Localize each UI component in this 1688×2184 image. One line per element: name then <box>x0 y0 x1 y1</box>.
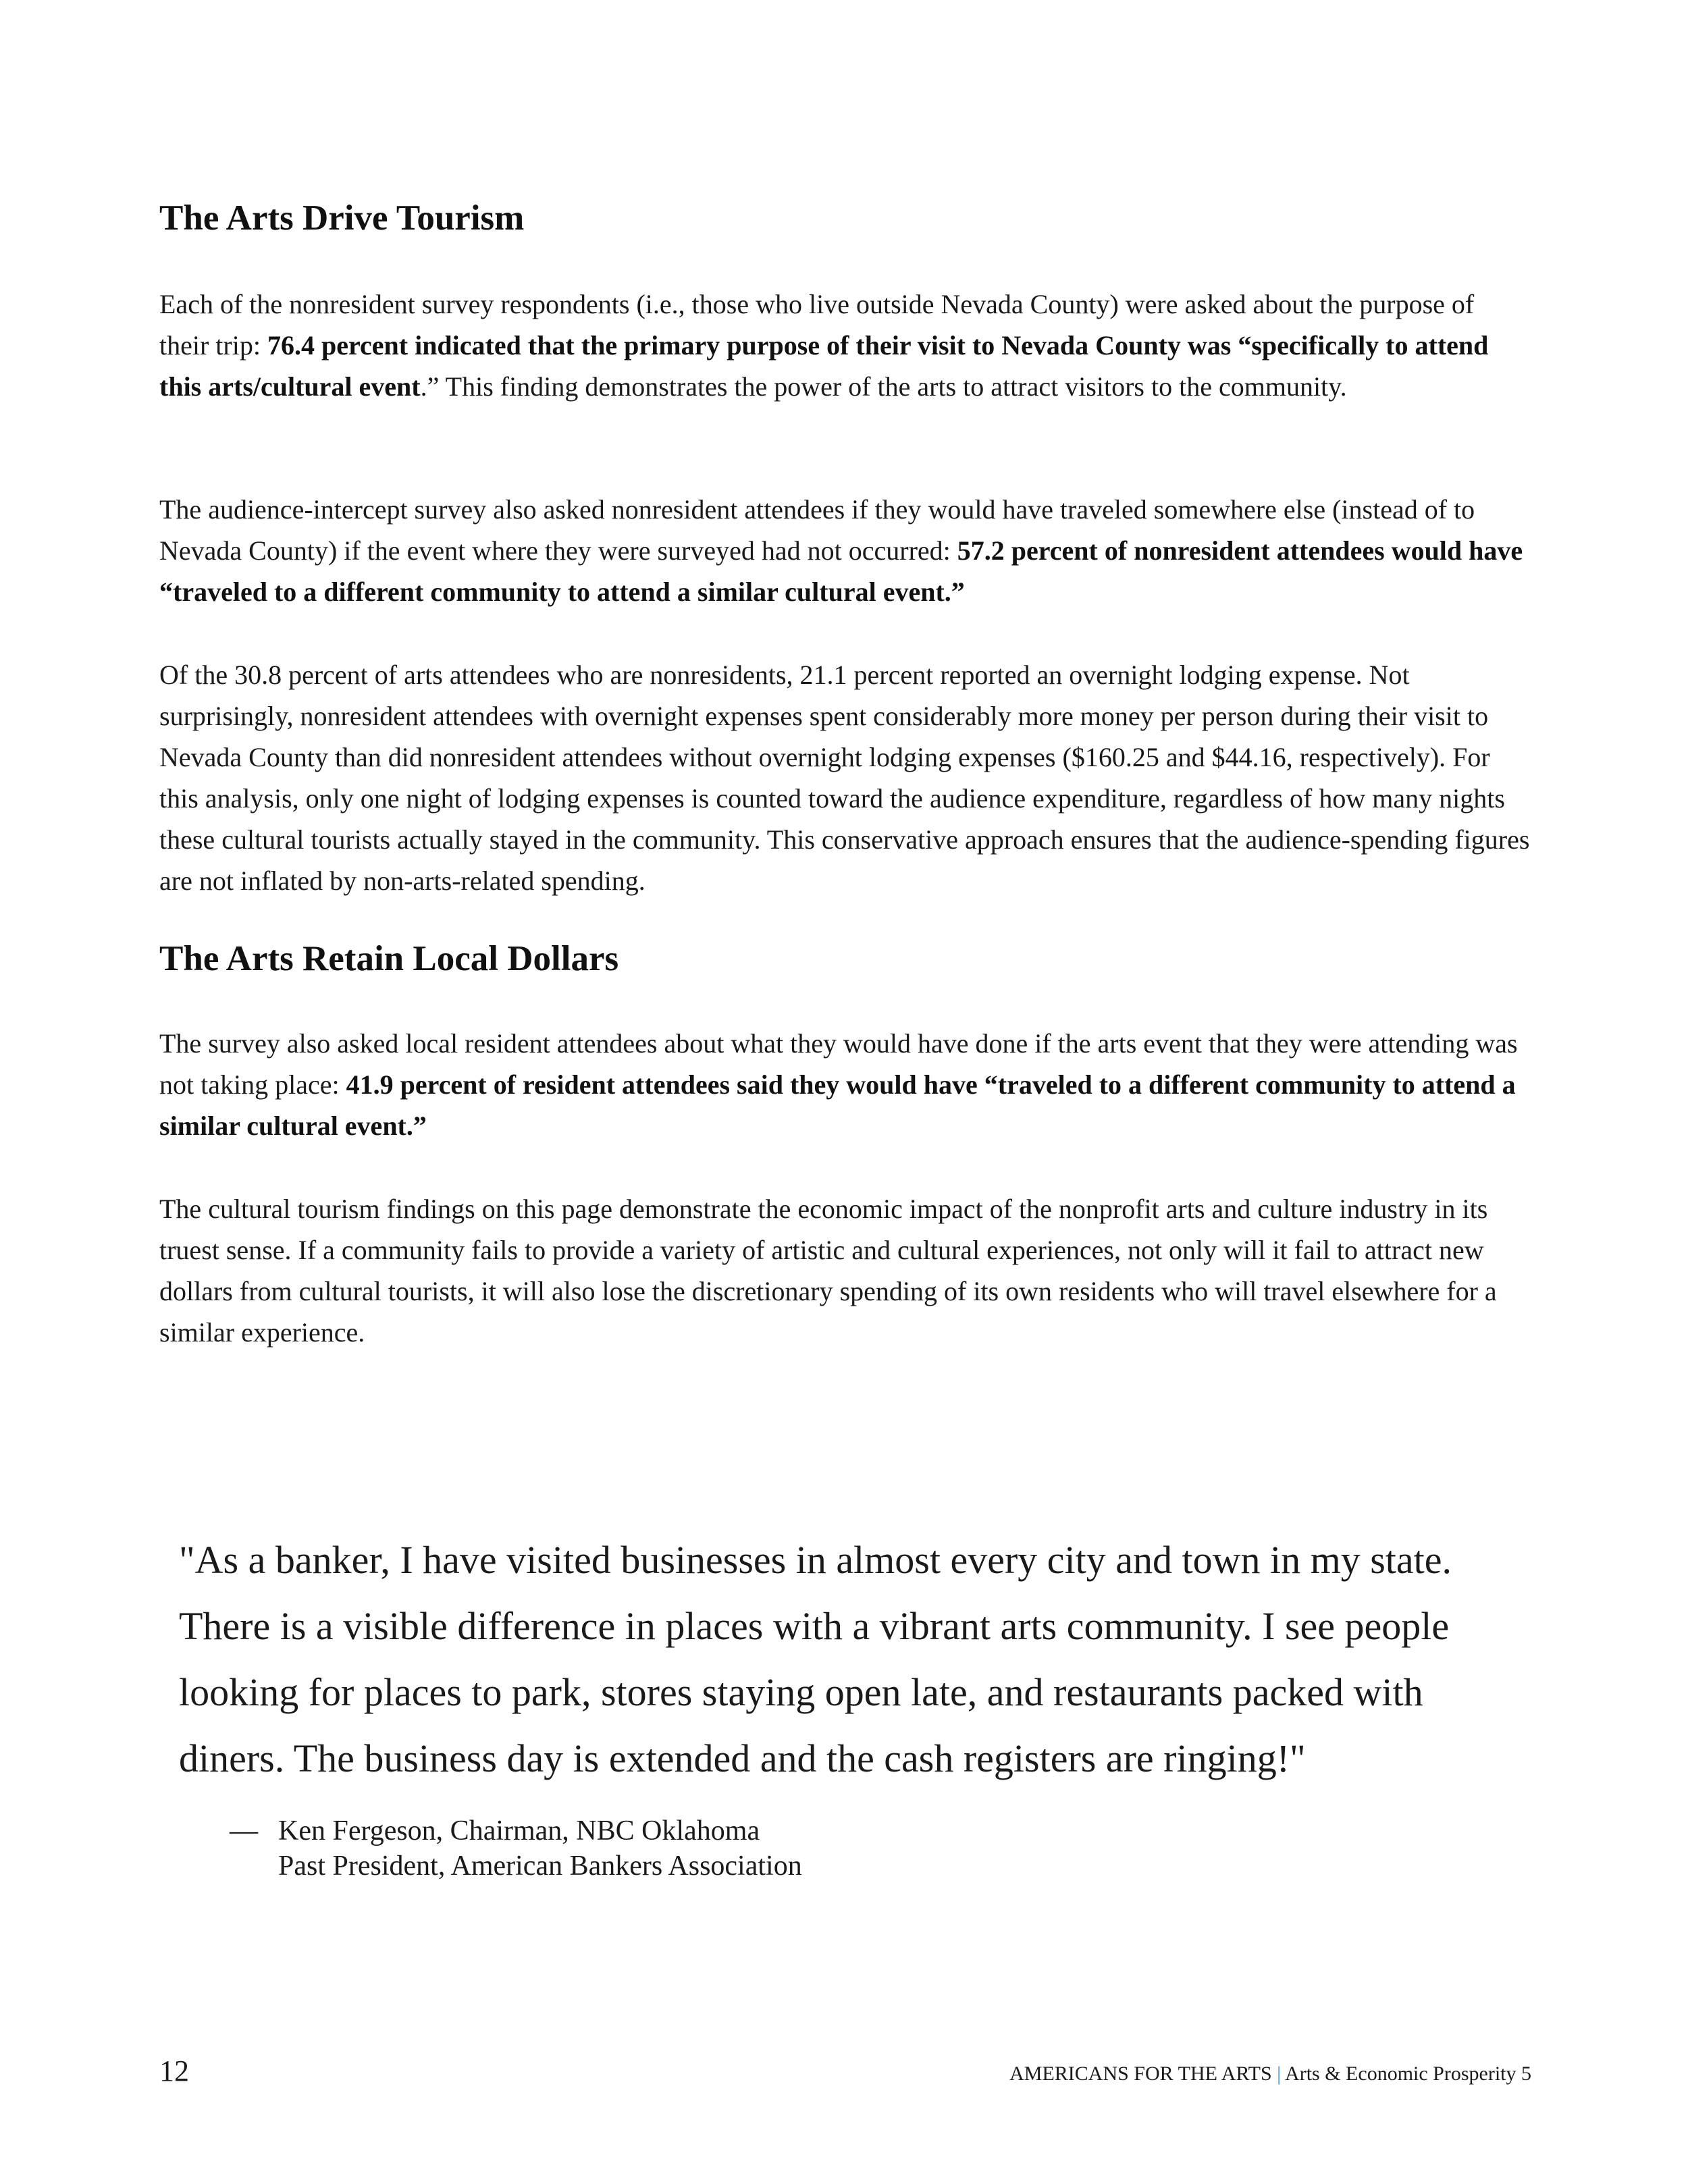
footer-org: AMERICANS FOR THE ARTS <box>1009 2062 1272 2085</box>
running-footer <box>1009 2060 1531 2087</box>
section-heading-local-dollars: The Arts Retain Local Dollars <box>159 939 619 978</box>
paragraph-trip-purpose <box>159 284 1530 407</box>
paragraph-resident-attendees <box>159 1023 1530 1146</box>
footer-publication: Arts & Economic Prosperity 5 <box>1285 2062 1531 2085</box>
section-heading-tourism: The Arts Drive Tourism <box>159 198 525 238</box>
bold-run: 57.2 percent of nonresident attendees would have “traveled to a different community to attend a similar cultural event.” <box>159 535 1523 607</box>
em-dash: — <box>230 1815 258 1846</box>
paragraph-lodging-expense: Of the 30.8 percent of arts attendees who are nonresidents, 21.1 percent reported an overnight lodging expense. Not surprisingly, nonresident attendees with overnight expenses spent considerably more money per person during their visit to Nevada County than did nonresident attendees without overnight lodging expenses ($160.25 and $44.16, respectively). For this analysis, only one night of lodging expenses is counted toward the audience expenditure, regardless of how many nights these cultural tourists actually stayed in the community. This conservative approach ensures that the audience-spending figures are not inflated by non-arts-related spending. <box>159 660 1530 896</box>
paragraph-travel-elsewhere <box>159 489 1530 612</box>
text-run: This finding demonstrates the power of the arts to attract visitors to the community. <box>439 371 1347 402</box>
paragraph-cultural-tourism-findings: The cultural tourism findings on this page demonstrate the economic impact of the nonprofit arts and culture industry in its truest sense. If a community fails to provide a variety of artistic and cultural experiences, not only will it fail to attract new dollars from cultural tourists, it will also lose the discretionary spending of its own residents who will travel elsewhere for a similar experience. <box>159 1194 1497 1348</box>
text-run: .” <box>420 371 440 402</box>
attribution-name: Ken Fergeson, Chairman, NBC Oklahoma <box>278 1815 760 1846</box>
text-run: Each of the nonresident survey respondents (i.e., those who live outside Nevada County) were asked about the purpose of their trip: <box>159 289 1475 361</box>
page-number: 12 <box>159 2054 189 2087</box>
footer-separator: | <box>1277 2062 1282 2085</box>
bold-run: 41.9 percent of resident attendees said they would have “traveled to a different community to attend a similar cultural event.” <box>159 1069 1516 1141</box>
attribution-title: Past President, American Bankers Association <box>278 1850 802 1882</box>
text-run: The audience-intercept survey also asked nonresident attendees if they would have traveled somewhere else (instead of to Nevada County) if the event where they were surveyed had not occurred: <box>159 494 1475 566</box>
text-run: The survey also asked local resident attendees about what they would have done if the arts event that they were attending was not taking place: <box>159 1028 1518 1100</box>
bold-run: 76.4 percent indicated that the primary purpose of their visit to Nevada County was “specifically to attend this arts/cultural event <box>159 330 1489 402</box>
pull-quote: "As a banker, I have visited businesses in almost every city and town in my state. There is a visible difference in places with a vibrant arts community. I see people looking for places to park, stores staying open late, and restaurants packed with diners. The business day is extended and the cash registers are ringing!" <box>179 1538 1452 1780</box>
